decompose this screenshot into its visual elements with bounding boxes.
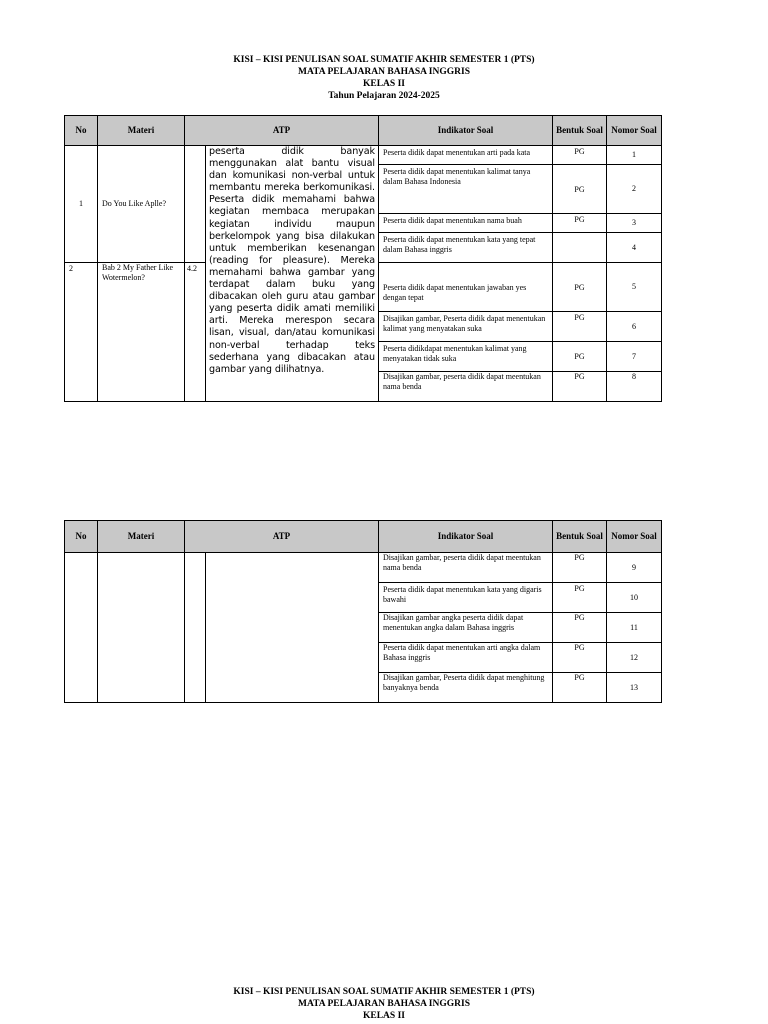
bentuk-cell: PG	[553, 372, 607, 402]
indikator-cell: Peserta didik dapat menentukan kata yang digaris bawahi	[379, 583, 553, 613]
next-header-subject: MATA PELAJARAN BAHASA INGGRIS	[298, 999, 470, 1009]
col-atp: ATP	[185, 116, 379, 146]
bentuk-cell: PG	[553, 673, 607, 703]
empty-kode	[185, 553, 206, 703]
bentuk-cell: PG	[553, 146, 607, 165]
next-header-title: KISI – KISI PENULISAN SOAL SUMATIF AKHIR SEMESTER 1 (PTS)	[233, 987, 535, 997]
indikator-cell: Peserta didik dapat menentukan kalimat tanya dalam Bahasa Indonesia	[379, 165, 553, 214]
col-bentuk: Bentuk Soal	[553, 521, 607, 553]
header-year: Tahun Pelajaran 2024-2025	[328, 91, 440, 101]
group-no-2: 2	[65, 263, 98, 402]
kisi-table-1	[64, 115, 662, 402]
col-nomor: Nomor Soal	[607, 521, 662, 553]
group-kode-1	[185, 146, 206, 263]
bentuk-cell: PG	[553, 613, 607, 643]
indikator-cell: Peserta didikdapat menentukan kalimat yang menyatakan tidak suka	[379, 342, 553, 372]
col-materi: Materi	[98, 116, 185, 146]
col-materi: Materi	[98, 521, 185, 553]
indikator-cell: Disajikan gambar, peserta didik dapat meentukan nama benda	[379, 372, 553, 402]
nomor-cell: 7	[607, 342, 662, 372]
atp-cell	[206, 146, 379, 402]
nomor-cell: 5	[607, 263, 662, 312]
col-no: No	[65, 116, 98, 146]
group-no-1: 1	[65, 146, 98, 263]
bentuk-cell	[553, 233, 607, 263]
indikator-cell: Peserta didik dapat menentukan arti angka dalam Bahasa inggris	[379, 643, 553, 673]
col-no: No	[65, 521, 98, 553]
table-row	[65, 146, 662, 165]
nomor-cell: 9	[607, 553, 662, 583]
indikator-cell: Peserta didik dapat menentukan kata yang tepat dalam Bahasa inggris	[379, 233, 553, 263]
nomor-cell: 11	[607, 613, 662, 643]
group-kode-2: 4.2	[185, 263, 206, 402]
nomor-cell: 8	[607, 372, 662, 402]
group-materi-2: Bab 2 My Father Like Wotermelon?	[98, 263, 185, 402]
nomor-cell: 6	[607, 312, 662, 342]
indikator-cell: Disajikan gambar, Peserta didik dapat menghitung banyaknya benda	[379, 673, 553, 703]
col-atp: ATP	[185, 521, 379, 553]
header-class: KELAS II	[363, 79, 405, 89]
next-page-header	[0, 986, 768, 1022]
indikator-cell: Peserta didik dapat menentukan arti pada kata	[379, 146, 553, 165]
nomor-cell: 3	[607, 214, 662, 233]
header-title: KISI – KISI PENULISAN SOAL SUMATIF AKHIR SEMESTER 1 (PTS)	[233, 55, 535, 65]
col-indikator: Indikator Soal	[379, 521, 553, 553]
bentuk-cell: PG	[553, 165, 607, 214]
table-row	[65, 553, 662, 583]
indikator-cell: Disajikan gambar angka peserta didik dapat menentukan angka dalam Bahasa inggris	[379, 613, 553, 643]
bentuk-cell: PG	[553, 214, 607, 233]
empty-materi	[98, 553, 185, 703]
bentuk-cell: PG	[553, 342, 607, 372]
col-nomor: Nomor Soal	[607, 116, 662, 146]
indikator-cell: Peserta didik dapat menentukan nama buah	[379, 214, 553, 233]
col-bentuk: Bentuk Soal	[553, 116, 607, 146]
document-header	[0, 54, 768, 102]
empty-atp	[206, 553, 379, 703]
nomor-cell: 13	[607, 673, 662, 703]
bentuk-cell: PG	[553, 553, 607, 583]
nomor-cell: 4	[607, 233, 662, 263]
header-subject: MATA PELAJARAN BAHASA INGGRIS	[298, 67, 470, 77]
indikator-cell: Disajikan gambar, peserta didik dapat meentukan nama benda	[379, 553, 553, 583]
table-header-row	[65, 116, 662, 146]
group-materi-1: Do You Like Aplle?	[98, 146, 185, 263]
nomor-cell: 10	[607, 583, 662, 613]
atp-text: peserta didik banyak menggunakan alat bantu visual dan komunikasi non-verbal untuk membantu mereka berkomunikasi. Peserta didik memahami bahwa kegiatan membaca merupakan kegiatan individu maupun berkelompok yang bisa dilakukan untuk memberikan kesenangan (reading for pleasure). Mereka memahami bahwa gambar yang terdapat dalam buku yang dibacakan oleh guru atau gambar yang peserta didik amati memiliki arti. Mereka merespon secara lisan, visual, dan/atau komunikasi non-verbal terhadap teks sederhana yang dibacakan atau gambar yang dilihatnya.	[209, 146, 375, 375]
bentuk-cell: PG	[553, 263, 607, 312]
kisi-table-2	[64, 520, 662, 703]
indikator-cell: Disajikan gambar, Peserta didik dapat menentukan kalimat yang menyatakan suka	[379, 312, 553, 342]
nomor-cell: 2	[607, 165, 662, 214]
nomor-cell: 1	[607, 146, 662, 165]
empty-no	[65, 553, 98, 703]
indikator-cell: Peserta didik dapat menentukan jawaban yes dengan tepat	[379, 263, 553, 312]
col-indikator: Indikator Soal	[379, 116, 553, 146]
table-header-row	[65, 521, 662, 553]
bentuk-cell: PG	[553, 643, 607, 673]
next-header-class: KELAS II	[363, 1011, 405, 1021]
nomor-cell: 12	[607, 643, 662, 673]
bentuk-cell: PG	[553, 312, 607, 342]
bentuk-cell: PG	[553, 583, 607, 613]
